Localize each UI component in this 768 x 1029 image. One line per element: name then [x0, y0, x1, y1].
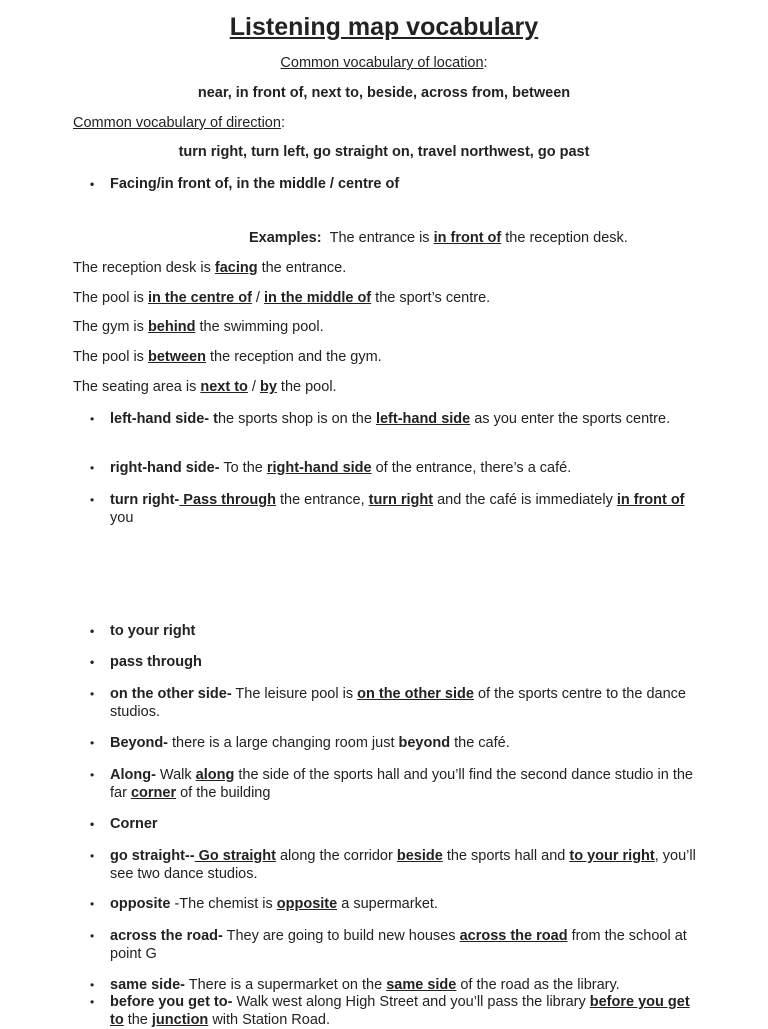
text: They are going to build new houses — [222, 928, 460, 944]
text: and the café is immediately — [433, 492, 617, 508]
text: the side of the sports hall and you’ll find the second dance studio in the far — [110, 767, 693, 801]
examples-label: Examples: — [249, 230, 322, 246]
direction-words: turn right, turn left, go straight on, travel northwest, go past — [178, 144, 590, 160]
text: there is a large changing room just — [168, 735, 399, 751]
key-phrase: between — [147, 349, 206, 365]
key-phrase: beside — [396, 848, 443, 864]
text: you — [110, 510, 134, 526]
text: he sports shop is on the — [217, 411, 376, 427]
bullet-beyond — [110, 734, 700, 752]
text: The gym is — [73, 319, 148, 335]
text: with Station Road. — [208, 1012, 331, 1028]
text: the reception and the gym. — [205, 349, 382, 365]
example-sentence-1 — [249, 229, 628, 247]
key-phrase: junction — [151, 1012, 209, 1028]
text: of the entrance, there’s a café. — [371, 460, 572, 476]
bullet-go-straight — [110, 847, 700, 883]
term: turn right- — [110, 492, 180, 508]
key-phrase: opposite — [276, 896, 338, 912]
text: of the road as the library. — [456, 977, 620, 993]
bullet-opposite — [110, 895, 700, 913]
text: / — [251, 290, 264, 306]
example-sentence-5 — [73, 348, 382, 366]
term: go straight-- — [110, 848, 195, 864]
key-phrase: facing — [214, 260, 258, 276]
text: the — [123, 1012, 152, 1028]
key-phrase: Pass through — [179, 492, 276, 508]
text: The leisure pool is — [231, 686, 358, 702]
key-phrase: turn right — [368, 492, 434, 508]
text: -The chemist is — [170, 896, 277, 912]
bullet-right-hand-side — [110, 459, 700, 477]
direction-heading: Common vocabulary of direction — [73, 115, 281, 131]
text: Walk — [155, 767, 196, 783]
text: the entrance. — [257, 260, 347, 276]
term: same side- — [110, 977, 185, 993]
bullet-to-your-right: • to your right — [110, 622, 700, 640]
term: right-hand side- — [110, 460, 220, 476]
key-phrase: by — [259, 379, 277, 395]
text: the reception desk. — [501, 230, 628, 246]
example-sentence-2 — [73, 259, 346, 277]
text: The seating area is — [73, 379, 201, 395]
text: of the sports centre to the dance studios. — [110, 686, 686, 720]
text: , you’ll see two dance studios. — [110, 848, 696, 882]
bullet-on-the-other-side — [110, 685, 700, 721]
term: across the road- — [110, 928, 223, 944]
bullet-along — [110, 766, 700, 802]
key-phrase: corner — [130, 785, 177, 801]
key-phrase: in the centre of — [147, 290, 252, 306]
bullet-left-hand-side — [110, 410, 700, 428]
location-heading-line — [0, 54, 768, 72]
bullet-turn-right — [110, 491, 700, 527]
key-phrase: before you get to — [110, 994, 690, 1028]
key-phrase: in the middle of — [264, 290, 372, 306]
text: Walk west along High Street and you’ll pass the library — [232, 994, 590, 1010]
key-phrase: to your right — [569, 848, 655, 864]
location-words: near, in front of, next to, beside, across from, between — [197, 85, 571, 101]
text: / — [247, 379, 260, 395]
text: the pool. — [276, 379, 337, 395]
key-phrase: in front of — [616, 492, 685, 508]
text: The pool is — [73, 290, 148, 306]
text: a supermarket. — [337, 896, 438, 912]
location-colon: : — [483, 55, 488, 71]
key-phrase: left-hand side — [375, 411, 471, 427]
key-phrase: on the other side — [357, 686, 474, 702]
text: the sports hall and — [442, 848, 570, 864]
direction-colon: : — [280, 115, 285, 131]
text: the café. — [450, 735, 510, 751]
bullet-pass-through: • pass through — [110, 653, 700, 671]
text: the sport’s centre. — [371, 290, 491, 306]
text: the swimming pool. — [195, 319, 324, 335]
key-phrase: right-hand side — [266, 460, 372, 476]
text: as you enter the sports centre. — [470, 411, 671, 427]
example-sentence-3 — [73, 289, 490, 307]
page-title: Listening map vocabulary — [229, 13, 539, 41]
key-phrase: behind — [147, 319, 196, 335]
example-sentence-6 — [73, 378, 337, 396]
key-phrase: in front of — [433, 230, 502, 246]
text: the entrance, — [275, 492, 369, 508]
key-phrase: next to — [200, 379, 248, 395]
term: Along- — [110, 767, 156, 783]
term: before you get to- — [110, 994, 233, 1010]
text: The pool is — [73, 349, 148, 365]
bullet-across-the-road — [110, 927, 700, 963]
bullet-same-side — [110, 976, 700, 994]
direction-heading-line — [73, 114, 285, 132]
bullet-corner: • Corner — [110, 815, 700, 833]
key-phrase: same side — [386, 977, 457, 993]
key-phrase: across the road — [459, 928, 568, 944]
example-sentence-4 — [73, 318, 324, 336]
term: Beyond- — [110, 735, 168, 751]
text: To the — [219, 460, 267, 476]
term: opposite — [110, 896, 171, 912]
bullet-facing: • Facing/in front of, in the middle / centre of — [110, 175, 700, 193]
text: along the corridor — [275, 848, 397, 864]
text: The reception desk is — [73, 260, 215, 276]
text: The entrance is — [329, 230, 434, 246]
text: from the school at point G — [110, 928, 687, 962]
text: There is a supermarket on the — [184, 977, 387, 993]
term: on the other side- — [110, 686, 232, 702]
term: left-hand side- t — [110, 411, 218, 427]
key-phrase: along — [195, 767, 235, 783]
location-heading: Common vocabulary of location — [280, 55, 484, 71]
key-phrase: beyond — [398, 735, 451, 751]
text: of the building — [176, 785, 271, 801]
key-phrase: Go straight — [194, 848, 276, 864]
